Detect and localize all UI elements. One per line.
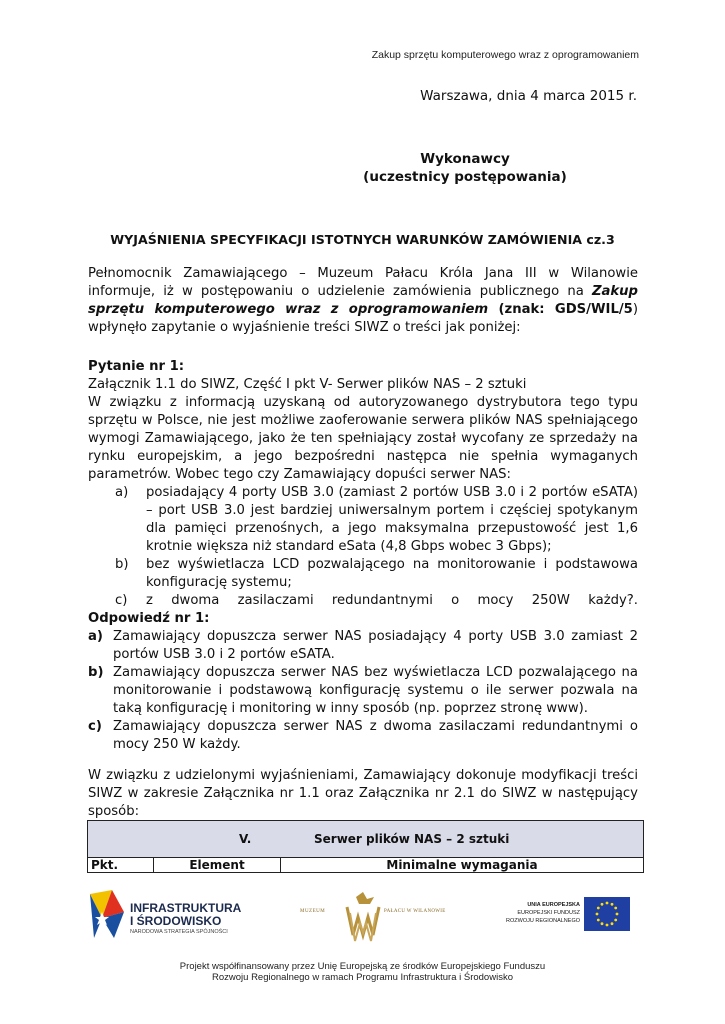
infrastructure-logo [88,888,248,940]
running-header: Zakup sprzętu komputerowego wraz z oprogramowaniem [371,49,639,61]
intro-text-3: ) wpłynęło zapytanie o wyjaśnienie treści SIWZ o treści jak poniżej: [88,302,638,335]
eu-logo [494,897,634,935]
spec-table-header [88,821,644,858]
tender-subject: Zakup sprzętu komputerowego wraz z oprogramowaniem [88,284,638,317]
eu-flag-icon [584,897,630,931]
eu-line-3: ROZWOJU REGIONALNEGO [506,918,580,924]
eu-line-2: EUROPEJSKI FUNDUSZ [517,910,580,916]
infra-line-2: I ŚRODOWISKO [130,914,222,928]
intro-text-1: Pełnomocnik Zamawiającego – Muzeum Pałacu Króla Jana III w Wilanowie informuje, iż w postępowaniu o udzielenie zamówienia publicznego na [88,266,638,299]
col-element: Element [154,858,281,873]
museum-logo-right: PAŁACU W WILANOWIE [384,909,446,914]
question-item-c [115,592,638,610]
answer-item-c [88,718,638,754]
infra-line-1: INFRASTRUKTURA [130,901,242,915]
question-item-a [115,484,638,556]
answer-item-text: Zamawiający dopuszcza serwer NAS z dwoma zasilaczami redundantnymi o mocy 250 W każdy. [113,719,638,752]
question-item-b [115,556,638,592]
question-body: W związku z informacją uzyskaną od autoryzowanego dystrybutora tego typu sprzętu w Polsce, nie jest możliwe zaoferowanie serwera plików NAS spełniającego wymogi Zamawiającego, jako że ten spełniający został wycofany ze sprzedaży na rynku europejskim, a jego bezpośredni następca nie spełnia wymaganych parametrów. Wobec tego czy Zamawiający dopuści serwer NAS: [88,395,638,482]
infra-line-3: NARODOWA STRATEGIA SPÓJNOŚCI [130,929,228,935]
question-item-label: c) [115,593,128,608]
eu-line-1: UNIA EUROPEJSKA [527,902,580,908]
section-number: V. [239,832,252,846]
question-item-text: posiadający 4 porty USB 3.0 (zamiast 2 portów USB 3.0 i 2 portów eSATA) – port USB 3.0 jest bardziej uniwersalnym portem i częściej spotykanym dla pamięci przenośnych, a jego maksymalna przepustowość jest 1,6 krotnie większa niż standard eSata (4,8 Gbps wobec 3 Gbps); [146,485,638,554]
addressee-line-2: (uczestnicy postępowania) [363,169,567,185]
infrastructure-emblem-icon [88,888,126,940]
question-item-label: b) [115,557,129,572]
addressee [335,150,595,186]
intro-text-2: (znak: [488,302,555,317]
answer-heading: Odpowiedź nr 1: [88,611,210,626]
answer-section [88,610,638,754]
museum-logo [298,891,446,943]
question-item-label: a) [115,485,129,500]
answer-item-label: a) [88,629,103,644]
document-title: WYJAŚNIENIA SPECYFIKACJI ISTOTNYCH WARUNKÓW ZAMÓWIENIA cz.3 [110,232,615,247]
col-pkt: Pkt. [88,858,154,873]
funding-note-line-1: Projekt współfinansowany przez Unię Europejską ze środków Europejskiego Funduszu [179,961,546,972]
answer-item-label: c) [88,719,102,734]
section-title: Serwer plików NAS – 2 sztuki [314,832,510,846]
answer-item-text: Zamawiający dopuszcza serwer NAS posiadający 4 porty USB 3.0 zamiast 2 portów USB 3.0 i 2 portów eSATA. [113,629,638,662]
intro-paragraph [88,265,638,337]
col-requirements: Minimalne wymagania [281,858,644,873]
funding-note [0,961,725,983]
museum-logo-left: MUZEUM [300,909,326,914]
museum-crest-icon [344,891,382,943]
answer-item-a [88,628,638,664]
answer-item-text: Zamawiający dopuszcza serwer NAS bez wyświetlacza LCD pozwalającego na monitorowanie i podstawową konfigurację systemu o ile serwer pozwala na taką konfigurację i monitoring w inny sposób (np. poprzez stronę www). [113,665,638,716]
question-heading: Pytanie nr 1: [88,359,185,374]
answer-item-b [88,664,638,718]
question-item-text: z dwoma zasilaczami redundantnymi o mocy 250W każdy?. [146,593,638,608]
closing-paragraph: W związku z udzielonymi wyjaśnieniami, Zamawiający dokonuje modyfikacji treści SIWZ w zakresie Załącznika nr 1.1 oraz Załącznika nr 2.1 do SIWZ w następujący sposób: [88,768,638,819]
spec-table-header-cell [88,821,644,858]
question-item-text: bez wyświetlacza LCD pozwalającego na monitorowanie i podstawowa konfigurację systemu; [146,557,638,590]
question-reference: Załącznik 1.1 do SIWZ, Część I pkt V- Serwer plików NAS – 2 sztuki [88,377,527,392]
spec-table [87,820,644,873]
addressee-line-1: Wykonawcy [420,151,510,167]
answer-item-label: b) [88,665,104,680]
funding-note-line-2: Rozwoju Regionalnego w ramach Programu Infrastruktura i Środowisko [212,972,513,983]
document-date: Warszawa, dnia 4 marca 2015 r. [420,88,637,104]
question-section [88,358,638,610]
tender-sign: GDS/WIL/5 [554,302,633,317]
spec-table-columns [88,858,644,873]
